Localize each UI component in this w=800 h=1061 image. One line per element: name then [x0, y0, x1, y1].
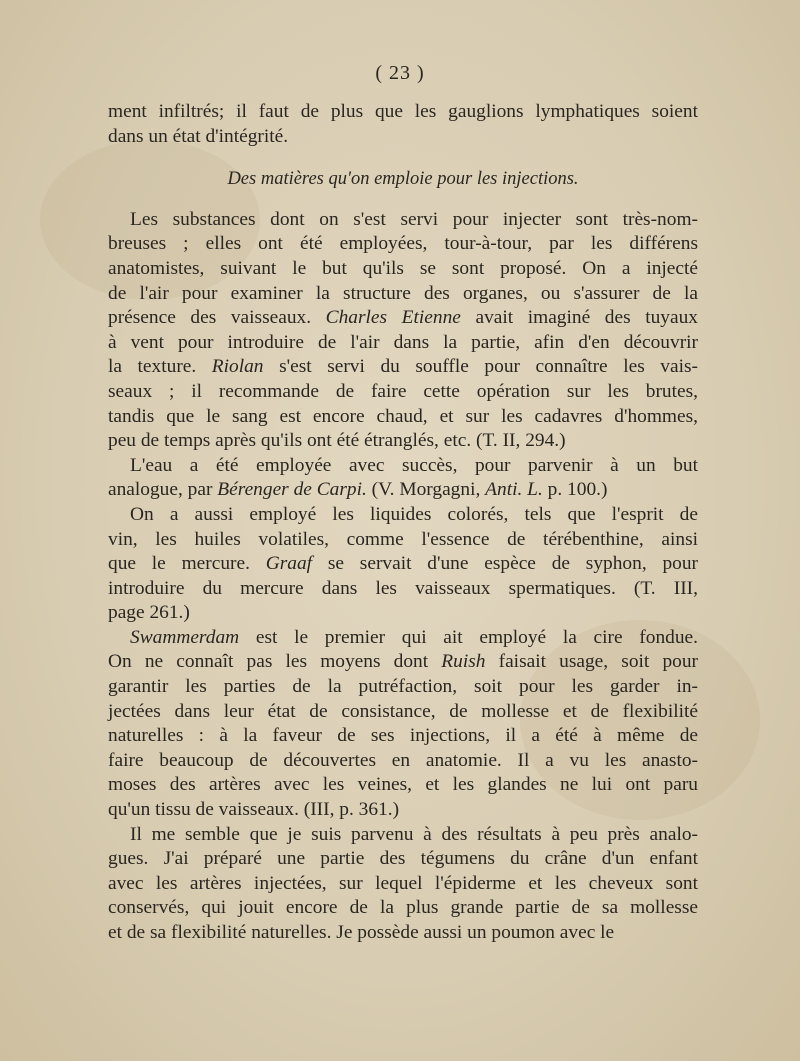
text-run: dans un état d'intégrité. — [108, 125, 289, 147]
text-run: introduire du mercure dans les vaisseaux spermatiques. (T. III, — [108, 577, 698, 599]
text-run: peu de temps après qu'ils ont été étranglés, etc. (T. II, 294.) — [108, 430, 566, 452]
text-line — [108, 528, 698, 553]
text-line — [108, 577, 698, 602]
text-line — [108, 232, 698, 257]
text-line — [108, 700, 698, 725]
text-line — [108, 380, 698, 405]
text-run: Des matières qu'on emploie pour les injections. — [227, 169, 579, 190]
text-run: On ne connaît pas les moyens dont — [108, 651, 442, 673]
text-run: Il me semble que je suis parvenu à des résultats à peu près analo- — [130, 823, 698, 845]
paragraph — [108, 823, 698, 946]
text-run: seaux ; il recommande de faire cette opération sur les brutes, — [108, 380, 698, 402]
text-line — [108, 257, 698, 282]
text-run: naturelles : à la faveur de ses injections, il a été à même de — [108, 725, 698, 747]
page-number: ( 23 ) — [375, 62, 425, 84]
italic-name: Riolan — [211, 356, 264, 378]
text-run: faire beaucoup de découvertes en anatomie. Il a vu les anasto- — [108, 749, 698, 771]
text-run: que le mercure. — [108, 553, 266, 575]
text-run: de l'air pour examiner la structure des organes, ou s'assurer de la — [108, 282, 698, 304]
text-line — [108, 405, 698, 430]
text-line — [108, 167, 698, 192]
text-line — [108, 675, 698, 700]
text-run: p. 100.) — [542, 479, 608, 501]
text-line — [108, 429, 698, 454]
text-run: la texture. — [108, 356, 212, 378]
text-run: avait imaginé des tuyaux — [460, 307, 698, 329]
text-line — [108, 552, 698, 577]
text-line — [108, 896, 698, 921]
text-run: garantir les parties de la putréfaction, soit pour les garder in- — [108, 676, 698, 698]
text-line — [108, 749, 698, 774]
text-run: présence des vaisseaux. — [108, 307, 326, 329]
text-run: On a aussi employé les liquides colorés, tels que l'esprit de — [130, 503, 698, 525]
text-line — [108, 650, 698, 675]
text-run: breuses ; elles ont été employées, tour-à-tour, par les différens — [108, 233, 698, 255]
text-run: gues. J'ai préparé une partie des tégumens du crâne d'un enfant — [108, 848, 698, 870]
text-line — [108, 454, 698, 479]
text-line — [108, 478, 698, 503]
text-run: s'est servi du souffle pour connaître les vais- — [263, 356, 699, 378]
text-line — [108, 921, 698, 946]
italic-name: Charles Etienne — [325, 307, 461, 329]
text-line — [108, 823, 698, 848]
paragraph — [108, 100, 698, 149]
text-run: analogue, par — [108, 479, 218, 501]
text-run: anatomistes, suivant le but qu'ils se sont proposé. On a injecté — [108, 257, 698, 279]
text-line — [108, 626, 698, 651]
text-line — [108, 601, 698, 626]
italic-name: Bérenger de Carpi. — [217, 479, 367, 501]
text-line — [108, 100, 698, 125]
text-line — [108, 208, 698, 233]
text-line — [108, 306, 698, 331]
text-run: conservés, qui jouit encore de la plus grande partie de sa mollesse — [108, 897, 698, 919]
text-run: jectées dans leur état de consistance, de mollesse et de flexibilité — [108, 700, 698, 722]
paragraph — [108, 503, 698, 626]
text-line — [108, 798, 698, 823]
text-run: faisait usage, soit pour — [485, 651, 698, 673]
italic-name: Ruish — [441, 651, 486, 673]
text-run: ment infiltrés; il faut de plus que les gauglions lymphatiques soient — [108, 101, 698, 122]
text-run: moses des artères avec les veines, et les glandes ne lui ont paru — [108, 774, 698, 796]
text-line — [108, 331, 698, 356]
text-run: (V. Morgagni, — [366, 479, 486, 501]
text-run: est le premier qui ait employé la cire fondue. — [239, 626, 698, 648]
text-run: Les substances dont on s'est servi pour injecter sont très-nom- — [130, 208, 698, 230]
italic-name: Anti. L. — [485, 479, 543, 501]
text-run: L'eau a été employée avec succès, pour parvenir à un but — [130, 454, 698, 476]
text-line — [108, 355, 698, 380]
text-line — [108, 872, 698, 897]
text-run: à vent pour introduire de l'air dans la partie, afin d'en découvrir — [108, 331, 698, 353]
italic-name: Swammerdam — [130, 626, 240, 648]
italic-name: Graaf — [265, 553, 313, 575]
paragraph — [108, 454, 698, 503]
text-run: se servait d'une espèce de syphon, pour — [312, 553, 698, 575]
text-run: avec les artères injectées, sur lequel l'épiderme et les cheveux sont — [108, 872, 698, 894]
text-run: qu'un tissu de vaisseaux. (III, p. 361.) — [108, 799, 400, 821]
text-run: et de sa flexibilité naturelles. Je possède aussi un poumon avec le — [108, 922, 615, 943]
text-line — [108, 125, 698, 150]
text-run: page 261.) — [108, 602, 190, 624]
paragraph — [108, 626, 698, 823]
text-line — [108, 724, 698, 749]
text-line — [108, 503, 698, 528]
section-heading — [108, 167, 698, 192]
text-line — [108, 847, 698, 872]
text-run: vin, les huiles volatiles, comme l'essence de térébenthine, ainsi — [108, 528, 698, 550]
text-line — [108, 282, 698, 307]
text-line — [108, 773, 698, 798]
body-text — [108, 100, 698, 946]
paragraph — [108, 208, 698, 454]
text-run: tandis que le sang est encore chaud, et sur les cadavres d'hommes, — [108, 405, 698, 427]
